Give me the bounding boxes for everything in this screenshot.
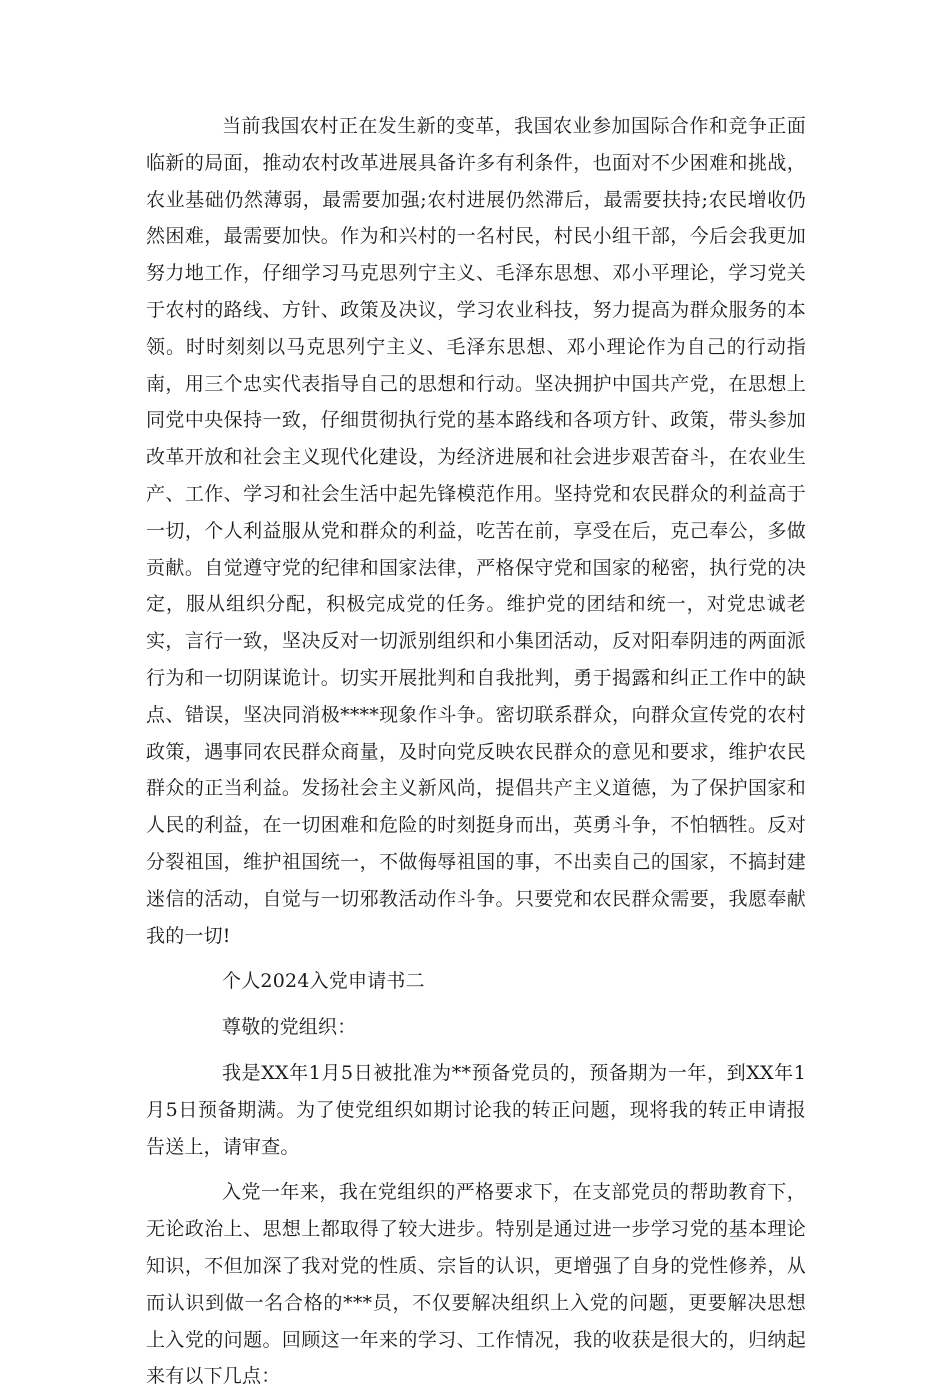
body-paragraph-review: 入党一年来，我在党组织的严格要求下，在支部党员的帮助教育下，无论政治上、思想上都取得了较大进步。特别是通过进一步学习党的基本理论知识，不但加深了我对党的性质、宗旨的认识，更增强了自身的党性修养，从而认识到做一名合格的***员，不仅要解决组织上入党的问题，更要解决思想上入党的问题。回顾这一年来的学习、工作情况，我的收获是很大的，归纳起来有以下几点：	[146, 1181, 806, 1388]
salutation: 尊敬的党组织：	[222, 1016, 357, 1039]
section-heading: 个人2024入党申请书二	[222, 970, 425, 993]
document-page	[146, 108, 806, 1395]
body-paragraph-intro: 我是XX年1月5日被批准为**预备党员的，预备期为一年，到XX年1月5日预备期满。为了使党组织如期讨论我的转正问题，现将我的转正申请报告送上，请审查。	[146, 1061, 806, 1158]
body-paragraph-pledge: 当前我国农村正在发生新的变革，我国农业参加国际合作和竞争正面临新的局面，推动农村改革进展具备许多有利条件，也面对不少困难和挑战，农业基础仍然薄弱，最需要加强;农村进展仍然滞后，最需要扶持;农民增收仍然困难，最需要加快。作为和兴村的一名村民，村民小组干部，今后会我更加努力地工作，仔细学习马克思列宁主义、毛泽东思想、邓小平理论，学习党关于农村的路线、方针、政策及决议，学习农业科技，努力提高为群众服务的本领。时时刻刻以马克思列宁主义、毛泽东思想、邓小理论作为自己的行动指南，用三个忠实代表指导自己的思想和行动。坚决拥护中国共产党，在思想上同党中央保持一致，仔细贯彻执行党的基本路线和各项方针、政策，带头参加改革开放和社会主义现代化建设，为经济进展和社会进步艰苦奋斗，在农业生产、工作、学习和社会生活中起先锋模范作用。坚持党和农民群众的利益高于一切，个人利益服从党和群众的利益，吃苦在前，享受在后，克己奉公，多做贡献。自觉遵守党的纪律和国家法律，严格保守党和国家的秘密，执行党的决定，服从组织分配，积极完成党的任务。维护党的团结和统一，对党忠诚老实，言行一致，坚决反对一切派别组织和小集团活动，反对阳奉阴违的两面派行为和一切阴谋诡计。切实开展批判和自我批判，勇于揭露和纠正工作中的缺点、错误，坚决同消极****现象作斗争。密切联系群众，向群众宣传党的农村政策，遇事同农民群众商量，及时向党反映农民群众的意见和要求，维护农民群众的正当利益。发扬社会主义新风尚，提倡共产主义道德，为了保护国家和人民的利益，在一切困难和危险的时刻挺身而出，英勇斗争，不怕牺牲。反对分裂祖国，维护祖国统一，不做侮辱祖国的事，不出卖自己的国家，不搞封建迷信的活动，自觉与一切邪教活动作斗争。只要党和农民群众需要，我愿奉献我的一切!	[146, 115, 806, 947]
